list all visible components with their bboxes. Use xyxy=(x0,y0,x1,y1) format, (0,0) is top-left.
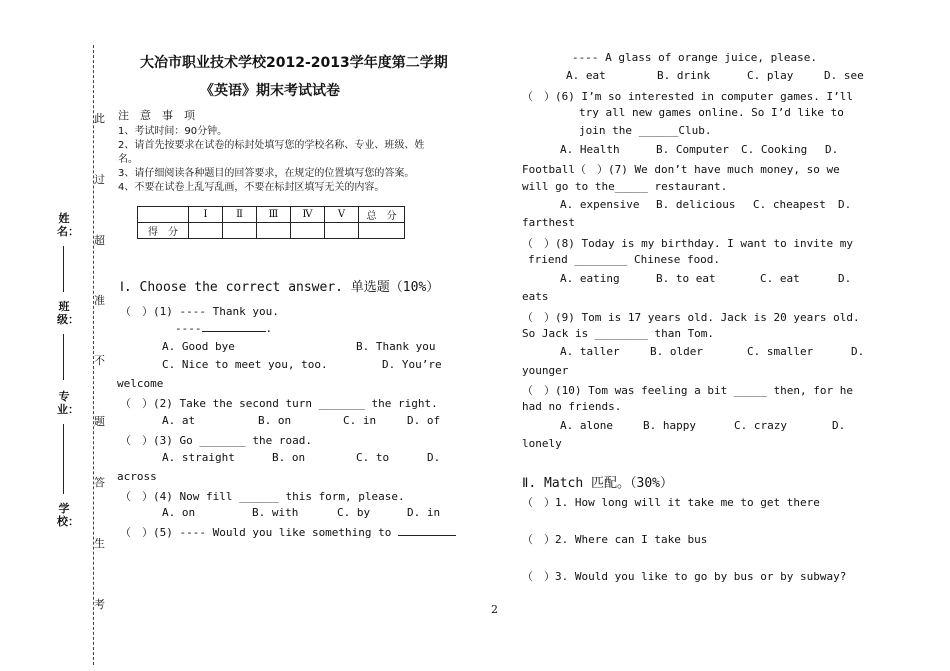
question-line: ---- . xyxy=(175,322,273,335)
question-line: friend ________ Chinese food. xyxy=(528,253,721,266)
option-line: A. straight xyxy=(162,451,235,464)
option-line: welcome xyxy=(117,377,164,390)
score-input-cell[interactable] xyxy=(291,223,325,239)
option-line: C. cheapest xyxy=(753,198,826,211)
question-line: join the ______Club. xyxy=(579,124,712,137)
option-line: C. Cooking xyxy=(741,143,808,156)
seal-char: 答 xyxy=(94,476,105,489)
option-line: B. Thank you xyxy=(356,340,436,353)
section1-title: Ⅰ. Choose the correct answer. 单选题（10%） xyxy=(120,280,440,295)
option-line: B. delicious xyxy=(656,198,736,211)
seal-char: 此 xyxy=(94,112,105,125)
exam-subtitle: 《英语》期末考试试卷 xyxy=(200,83,340,99)
option-line: C. by xyxy=(337,506,371,519)
question-line: had no friends. xyxy=(522,400,622,413)
option-line: D. xyxy=(832,419,846,432)
question-line: will go to the_____ restaurant. xyxy=(522,180,728,193)
match-item: （ ）3. Would you like to go by bus or by subway? xyxy=(522,570,847,583)
seal-char: 准 xyxy=(94,294,105,307)
option-line: C. to xyxy=(356,451,390,464)
note-item: 3、请仔细阅读各种题目的回答要求，在规定的位置填写您的答案。 xyxy=(118,168,415,179)
question-line: （ ）(1) ---- Thank you. xyxy=(120,305,279,318)
question-line: （ ）(2) Take the second turn _______ the right. xyxy=(120,397,438,410)
exam-title: 大冶市职业技术学校2012-2013学年度第二学期 xyxy=(140,55,448,71)
score-table-cell: Ⅰ xyxy=(189,207,223,223)
option-line: B. drink xyxy=(657,69,710,82)
option-line: D. xyxy=(851,345,865,358)
match-item: （ ）2. Where can I take bus xyxy=(522,533,708,546)
option-line: C. eat xyxy=(760,272,800,285)
score-table-cell: Ⅱ xyxy=(223,207,257,223)
score-input-cell[interactable] xyxy=(223,223,257,239)
option-line: D. of xyxy=(407,414,441,427)
option-line: A. eat xyxy=(566,69,606,82)
option-line: lonely xyxy=(522,437,562,450)
seal-char: 题 xyxy=(94,415,105,428)
score-row-label: 得 分 xyxy=(138,223,189,239)
score-table-cell: Ⅴ xyxy=(325,207,359,223)
class-field-label: 班级： xyxy=(57,300,79,326)
option-line: A. eating xyxy=(560,272,620,285)
option-line: C. crazy xyxy=(734,419,787,432)
score-input-cell[interactable] xyxy=(257,223,291,239)
score-table xyxy=(137,206,405,239)
score-table-cell: Ⅲ xyxy=(257,207,291,223)
note-item: 2、请首先按要求在试卷的标封处填写您的学校名称、专业、班级、姓 xyxy=(118,140,425,151)
match-item: （ ）1. How long will it take me to get there xyxy=(522,496,820,509)
option-line: B. on xyxy=(258,414,292,427)
option-line: across xyxy=(117,470,157,483)
page-number: 2 xyxy=(491,603,498,616)
option-line: A. taller xyxy=(560,345,620,358)
option-line: B. happy xyxy=(643,419,696,432)
option-line: B. to eat xyxy=(656,272,716,285)
score-table-cell: 总 分 xyxy=(359,207,405,223)
option-line: D. xyxy=(427,451,441,464)
question-line: ---- A glass of orange juice, please. xyxy=(572,51,818,64)
option-line: A. Good bye xyxy=(162,340,235,353)
option-line: eats xyxy=(522,290,549,303)
question-line: （ ）(3) Go _______ the road. xyxy=(120,434,312,447)
option-line: B. with xyxy=(252,506,299,519)
question-line: Football（ ）(7) We don’t have much money, so we xyxy=(522,163,840,176)
score-input-cell[interactable] xyxy=(359,223,405,239)
answer-blank[interactable] xyxy=(202,331,266,332)
question-line: （ ）(4) Now fill ______ this form, please. xyxy=(120,490,405,503)
option-line: A. expensive xyxy=(560,198,640,211)
option-line: D. xyxy=(825,143,839,156)
name-field-line xyxy=(63,246,64,292)
option-line: A. on xyxy=(162,506,196,519)
major-field-label: 专业： xyxy=(57,390,79,416)
question-line: （ ）(5) ---- Would you like something to xyxy=(120,524,456,540)
seal-char: 超 xyxy=(94,234,105,247)
score-table-header-row xyxy=(138,207,405,223)
option-line: D. in xyxy=(407,506,441,519)
score-table-cell xyxy=(138,207,189,223)
option-line: younger xyxy=(522,364,569,377)
seal-char: 过 xyxy=(94,173,105,186)
score-table-score-row xyxy=(138,223,405,239)
option-line: C. Nice to meet you, too. xyxy=(162,358,328,371)
option-line: farthest xyxy=(522,216,575,229)
option-line: B. on xyxy=(272,451,306,464)
seal-char: 生 xyxy=(94,537,105,550)
question-line: So Jack is ________ than Tom. xyxy=(522,327,715,340)
score-input-cell[interactable] xyxy=(189,223,223,239)
option-line: D. xyxy=(838,198,852,211)
note-item: 名。 xyxy=(118,154,138,165)
option-line: D. see xyxy=(824,69,864,82)
class-field-line xyxy=(63,334,64,380)
school-field-label: 学校： xyxy=(57,502,79,528)
option-line: C. play xyxy=(747,69,794,82)
option-line: B. older xyxy=(650,345,703,358)
option-line: A. alone xyxy=(560,419,613,432)
seal-char: 不 xyxy=(94,354,105,367)
question-line: （ ）(8) Today is my birthday. I want to invite my xyxy=(522,237,854,250)
question-line: （ ）(10) Tom was feeling a bit _____ then, for he xyxy=(522,384,854,397)
question-line: （ ）(6) I’m so interested in computer games. I’ll xyxy=(522,90,854,103)
score-table-cell: Ⅳ xyxy=(291,207,325,223)
option-line: A. at xyxy=(162,414,196,427)
section2-title: Ⅱ. Match 匹配。（30%） xyxy=(522,476,673,491)
question-line: try all new games online. So I’d like to xyxy=(579,106,844,119)
answer-blank[interactable] xyxy=(398,535,456,536)
note-item: 1、考试时间：90分钟。 xyxy=(118,126,228,137)
major-field-line xyxy=(63,424,64,494)
option-line: D. xyxy=(838,272,852,285)
name-field-label: 姓名： xyxy=(57,212,79,238)
option-line: C. in xyxy=(343,414,377,427)
score-input-cell[interactable] xyxy=(325,223,359,239)
option-line: C. smaller xyxy=(747,345,814,358)
question-line: （ ）(9) Tom is 17 years old. Jack is 20 years old. xyxy=(522,311,860,324)
option-line: A. Health xyxy=(560,143,620,156)
notes-heading: 注 意 事 项 xyxy=(118,109,195,122)
option-line: B. Computer xyxy=(656,143,729,156)
note-item: 4、不要在试卷上乱写乱画，不要在标封区填写无关的内容。 xyxy=(118,182,385,193)
seal-char: 考 xyxy=(94,598,105,611)
option-line: D. You’re xyxy=(382,358,442,371)
